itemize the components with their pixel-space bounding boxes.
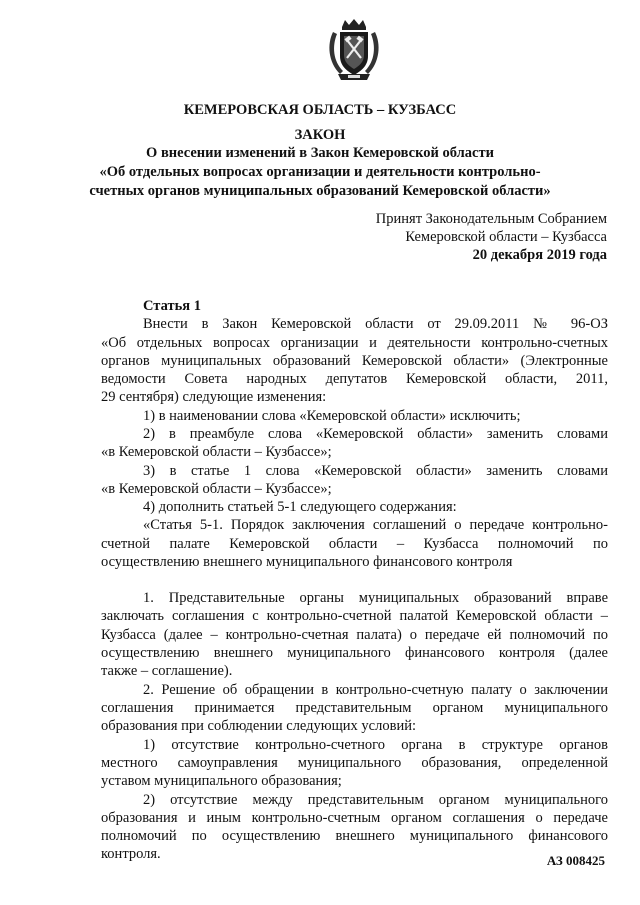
law-title-line-1: О внесении изменений в Закон Кемеровской области: [146, 145, 494, 161]
article-heading: Статья 1: [143, 298, 201, 314]
body-line: 1) отсутствие контрольно-счетного органа в структуре органов: [143, 737, 608, 753]
body-line: ведомости Совета народных депутатов Кемеровской области, 2011,: [101, 371, 608, 387]
body-line: 1. Представительные органы муниципальных образований вправе: [143, 590, 608, 606]
body-line: Кузбасса (далее – контрольно-счетная палата) о передаче ей полномочий по: [101, 627, 608, 643]
adopted-line-1: Принят Законодательным Собранием: [375, 211, 607, 227]
body-line: осуществлению внешнего муниципального финансового контроля: [101, 554, 513, 570]
body-line: органов муниципальных образований Кемеровской области» (Электронные: [101, 353, 608, 369]
body-line: 4) дополнить статьей 5-1 следующего содержания:: [143, 499, 457, 515]
body-line: также – соглашение).: [101, 663, 233, 679]
body-line: 2) отсутствие между представительным органом муниципального: [143, 792, 608, 808]
body-line: «Статья 5-1. Порядок заключения соглашений о передаче контрольно-: [143, 517, 608, 533]
body-line: «в Кемеровской области – Кузбассе»;: [101, 444, 332, 460]
body-line: заключать соглашения с контрольно-счетной палатой Кемеровской области –: [101, 608, 608, 624]
body-line: 29 сентября) следующие изменения:: [101, 389, 327, 405]
body-line: 3) в статье 1 слова «Кемеровской области» заменить словами: [143, 463, 608, 479]
body-line: осуществлению внешнего муниципального финансового контроля (далее: [101, 645, 608, 661]
body-line: уставом муниципального образования;: [101, 773, 342, 789]
body-line: Внести в Закон Кемеровской области от 29.09.2011 № 96-ОЗ: [143, 316, 608, 332]
coat-of-arms-emblem: [325, 18, 383, 82]
body-line: счетной палате Кемеровской области – Кузбасса полномочий по: [101, 536, 608, 552]
body-line: контроля.: [101, 846, 161, 862]
form-serial-code: АЗ 008425: [546, 853, 605, 868]
body-line: образования и иным контрольно-счетным органом соглашения о передаче: [101, 810, 608, 826]
body-line: образования при соблюдении следующих условий:: [101, 718, 416, 734]
adopted-date: 20 декабря 2019 года: [472, 247, 607, 263]
body-line: 2) в преамбуле слова «Кемеровской области» заменить словами: [143, 426, 608, 442]
body-line: соглашения принимается представительным органом муниципального: [101, 700, 608, 716]
document-type: ЗАКОН: [294, 127, 346, 143]
body-line: 1) в наименовании слова «Кемеровской области» исключить;: [143, 408, 521, 424]
body-line: «в Кемеровской области – Кузбассе»;: [101, 481, 332, 497]
law-title-line-2: «Об отдельных вопросах организации и деятельности контрольно-: [99, 164, 541, 180]
body-line: местного самоуправления муниципального образования, определенной: [101, 755, 608, 771]
law-title-line-3: счетных органов муниципальных образований Кемеровской области»: [89, 183, 551, 199]
body-line: полномочий по осуществлению внешнего муниципального финансового: [101, 828, 608, 844]
region-name: КЕМЕРОВСКАЯ ОБЛАСТЬ – КУЗБАСС: [183, 102, 457, 118]
adopted-line-2: Кемеровской области – Кузбасса: [405, 229, 607, 245]
body-line: 2. Решение об обращении в контрольно-счетную палату о заключении: [143, 682, 608, 698]
body-line: «Об отдельных вопросах организации и деятельности контрольно-счетных: [101, 335, 608, 351]
